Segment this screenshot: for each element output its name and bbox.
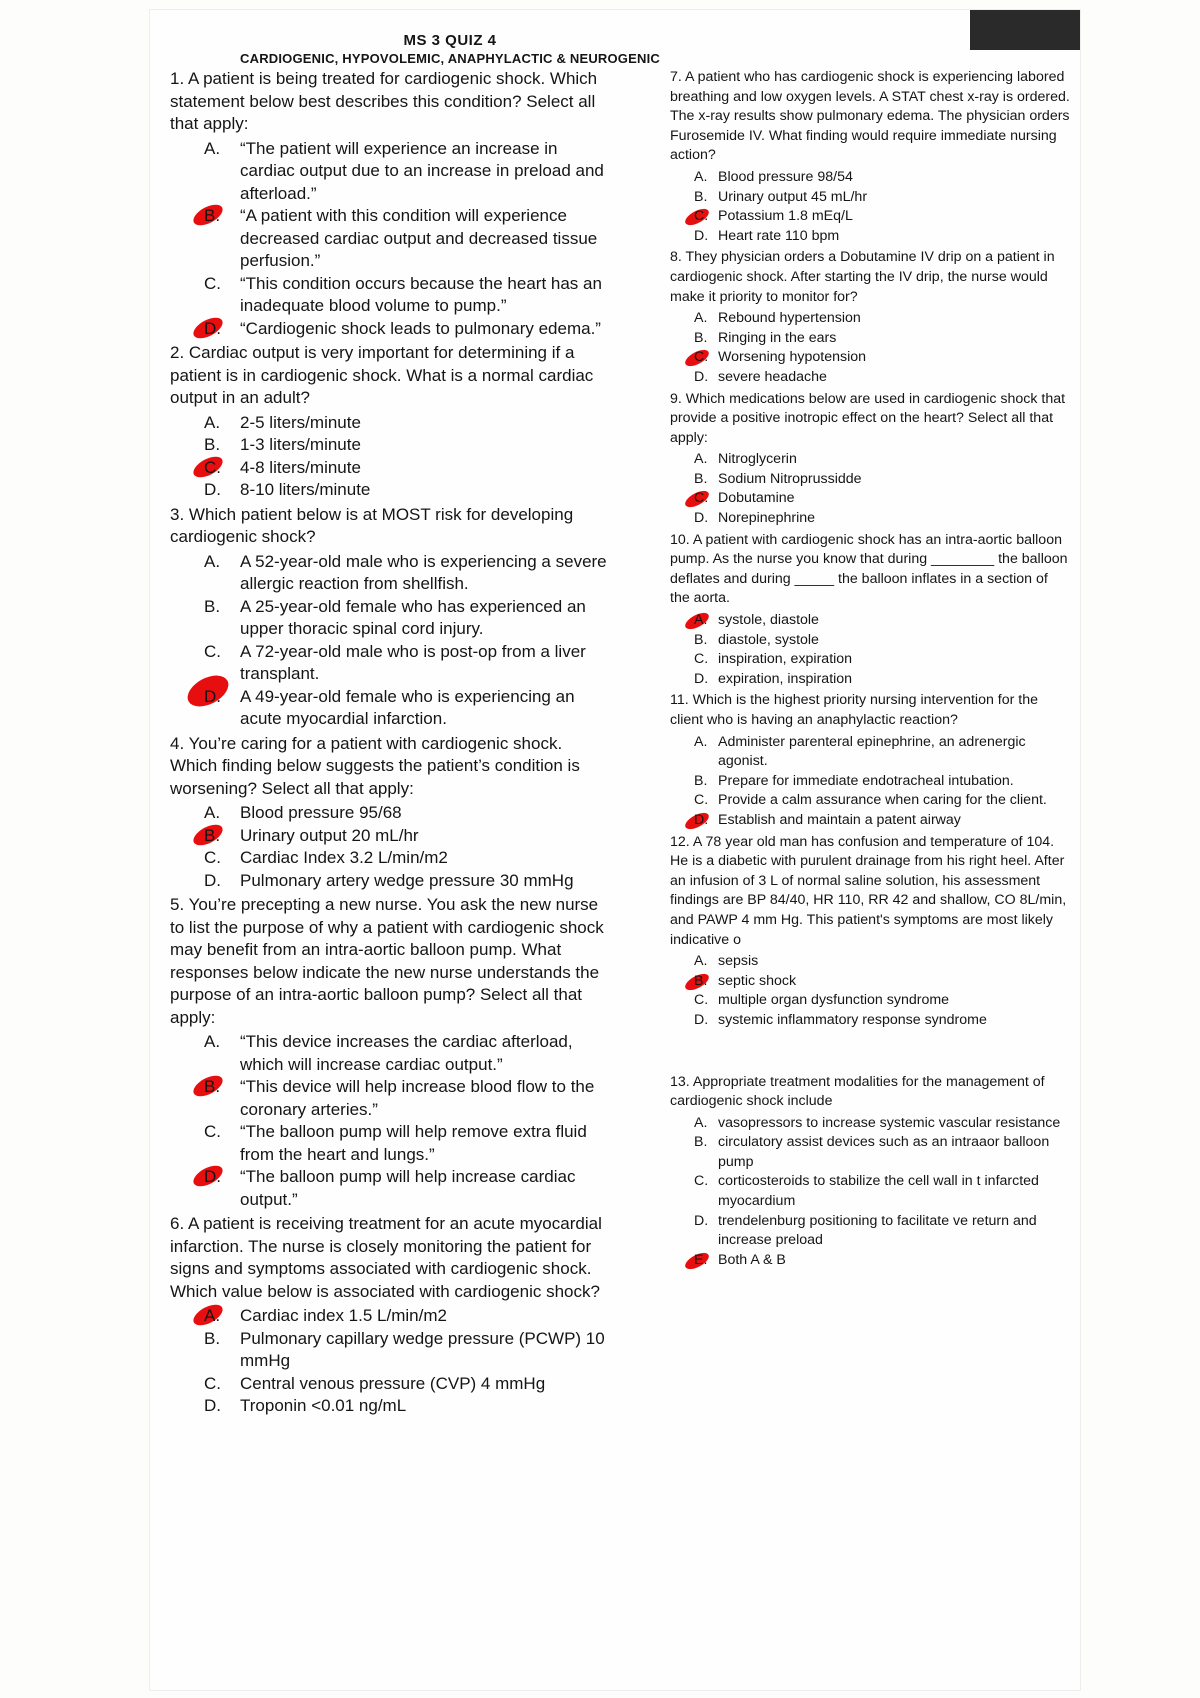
question-text: 10. A patient with cardiogenic shock has an intra-aortic balloon pump. As the nurse you know that during ________ the balloon deflates and during _____ the balloon inflates in a section of the aorta. — [670, 531, 1068, 607]
option-d: D. systemic inflammatory response syndrome — [694, 1011, 987, 1028]
quiz-page — [150, 10, 1080, 1690]
option-d: D. Pulmonary artery wedge pressure 30 mmHg — [204, 870, 574, 890]
option-b: B. A 25-year-old female who has experienced an upper thoracic spinal cord injury. — [204, 596, 586, 638]
option-c: C. Central venous pressure (CVP) 4 mmHg — [204, 1373, 546, 1393]
question-text: 9. Which medications below are used in cardiogenic shock that provide a positive inotropic effect on the heart? Select all that apply: — [670, 390, 1066, 446]
option-a: A. Nitroglycerin — [694, 451, 797, 468]
question-text: 8. They physician orders a Dobutamine IV drip on a patient in cardiogenic shock. After starting the IV drip, the nurse would make it priority to monitor for? — [670, 249, 1055, 305]
option-b: B. Pulmonary capillary wedge pressure (PCWP) 10 mmHg — [204, 1328, 605, 1370]
question-1 — [170, 68, 610, 340]
option-c: C. Cardiac Index 3.2 L/min/m2 — [204, 848, 448, 867]
question-9 — [670, 390, 1070, 529]
option-a: A. vasopressors to increase systemic vascular resistance — [694, 1114, 1061, 1131]
option-e: E. Both A & B — [694, 1251, 1070, 1271]
option-d: D. expiration, inspiration — [694, 670, 853, 687]
option-b: B. Prepare for immediate endotracheal intubation. — [694, 772, 1014, 789]
option-c: C. inspiration, expiration — [694, 651, 853, 668]
question-13 — [670, 1073, 1070, 1271]
option-d: D. Establish and maintain a patent airway — [694, 811, 1070, 831]
option-a: A. 2-5 liters/minute — [204, 412, 361, 432]
question-text: 7. A patient who has cardiogenic shock is experiencing labored breathing and low oxygen levels. A STAT chest x-ray is ordered. The x-ray results show pulmonary edema. The physician orders Furosemide IV. What finding would require immediate nursing action? — [670, 69, 1070, 164]
question-text: 6. A patient is receiving treatment for an acute myocardial infarction. The nurse is closely monitoring the patient for signs and symptoms associated with cardiogenic shock. Which value below is associated with cardiogenic shock? — [170, 1214, 602, 1301]
option-d: D. severe headache — [694, 368, 827, 385]
option-c: C. Worsening hypotension — [694, 348, 1070, 368]
option-c: C. 4-8 liters/minute — [204, 457, 610, 480]
option-c: C. A 72-year-old male who is post-op from a liver transplant. — [204, 641, 586, 683]
question-4 — [170, 733, 610, 893]
photo-edge-shadow — [970, 10, 1080, 50]
option-d: D. “Cardiogenic shock leads to pulmonary edema.” — [204, 318, 610, 341]
option-d: D. trendelenburg positioning to facilitate ve return and increase preload — [694, 1212, 1037, 1249]
quiz-subtitle: CARDIOGENIC, HYPOVOLEMIC, ANAPHYLACTIC & NEUROGENIC — [240, 51, 660, 66]
question-text: 4. You’re caring for a patient with cardiogenic shock. Which finding below suggests the patient’s condition is worsening? Select all that apply: — [170, 733, 580, 798]
option-b: B. Sodium Nitroprussidde — [694, 470, 862, 487]
question-8 — [670, 248, 1070, 387]
quiz-header — [190, 32, 710, 66]
option-d: D. Heart rate 110 bpm — [694, 227, 840, 244]
question-5 — [170, 894, 610, 1211]
option-b: B. diastole, systole — [694, 631, 819, 648]
question-11 — [670, 691, 1070, 830]
option-a: A. Administer parenteral epinephrine, an adrenergic agonist. — [694, 733, 1026, 770]
question-text: 3. Which patient below is at MOST risk for developing cardiogenic shock? — [170, 504, 574, 546]
question-12 — [670, 833, 1070, 1031]
option-a: A. A 52-year-old male who is experiencing a severe allergic reaction from shellfish. — [204, 551, 607, 593]
option-a: A. Blood pressure 95/68 — [204, 803, 402, 822]
left-column — [170, 68, 610, 1420]
question-10 — [670, 531, 1070, 690]
option-d: D. Troponin <0.01 ng/mL — [204, 1396, 407, 1415]
question-text: 12. A 78 year old man has confusion and temperature of 104. He is a diabetic with purulent drainage from his right heel. After an infusion of 3 L of normal saline solution, his assessment findings are BP 84/40, HR 110, RR 42 and shallow, CO 8L/min, and PAWP 4 mm Hg. This patient's symptoms are most likely indicative o — [670, 833, 1067, 948]
option-c: C. “This condition occurs because the heart has an inadequate blood volume to pump.” — [204, 273, 602, 315]
question-2 — [170, 342, 610, 502]
right-column — [670, 68, 1070, 1272]
option-b: B. 1-3 liters/minute — [204, 435, 361, 454]
option-a: A. Blood pressure 98/54 — [694, 168, 853, 185]
question-text: 1. A patient is being treated for cardiogenic shock. Which statement below best describes this condition? Select all that apply: — [170, 69, 598, 133]
option-c: C. Potassium 1.8 mEq/L — [694, 207, 1070, 227]
option-b: B. “This device will help increase blood flow to the coronary arteries.” — [204, 1076, 610, 1121]
quiz-title: MS 3 QUIZ 4 — [403, 32, 497, 49]
option-c: C. Provide a calm assurance when caring for the client. — [694, 792, 1047, 809]
option-a: A. “The patient will experience an increase in cardiac output due to an increase in preload and afterload.” — [204, 138, 604, 203]
option-d: D. “The balloon pump will help increase cardiac output.” — [204, 1166, 610, 1211]
option-b: B. circulatory assist devices such as an intraaor balloon pump — [694, 1134, 1050, 1170]
question-7 — [670, 68, 1070, 246]
question-6 — [170, 1213, 610, 1418]
option-a: A. “This device increases the cardiac afterload, which will increase cardiac output.” — [204, 1032, 573, 1074]
option-b: B. Urinary output 45 mL/hr — [694, 188, 868, 205]
question-text: 5. You’re precepting a new nurse. You ask the new nurse to list the purpose of why a patient with cardiogenic shock may benefit from an intra-aortic balloon pump. What responses below indicate the new nurse understands the purpose of an intra-aortic balloon pump? Select all that apply: — [170, 895, 604, 1027]
question-text: 11. Which is the highest priority nursing intervention for the client who is having an anaphylactic reaction? — [670, 692, 1039, 728]
option-b: B. Urinary output 20 mL/hr — [204, 825, 610, 848]
option-c: C. “The balloon pump will help remove extra fluid from the heart and lungs.” — [204, 1122, 587, 1164]
option-c: C. multiple organ dysfunction syndrome — [694, 992, 950, 1009]
question-3 — [170, 504, 610, 731]
option-d: D. Norepinephrine — [694, 510, 816, 527]
option-b: B. Ringing in the ears — [694, 329, 837, 346]
option-a: A. Rebound hypertension — [694, 310, 861, 327]
option-d: D. 8-10 liters/minute — [204, 480, 371, 499]
question-text: 2. Cardiac output is very important for determining if a patient is in cardiogenic shock. What is a normal cardiac output in an adult? — [170, 343, 594, 407]
option-b: B. “A patient with this condition will experience decreased cardiac output and decreased tissue perfusion.” — [204, 205, 610, 273]
option-c: C. Dobutamine — [694, 489, 1070, 509]
question-text: 13. Appropriate treatment modalities for the management of cardiogenic shock include — [670, 1073, 1045, 1110]
blank-gap — [670, 1033, 1070, 1073]
option-a: A. sepsis — [694, 953, 759, 970]
option-b: B. septic shock — [694, 972, 1070, 992]
option-d: D. A 49-year-old female who is experiencing an acute myocardial infarction. — [204, 686, 610, 731]
option-a: A. Cardiac index 1.5 L/min/m2 — [204, 1305, 610, 1328]
option-c: C. corticosteroids to stabilize the cell wall in t infarcted myocardium — [694, 1173, 1039, 1210]
option-a: A. systole, diastole — [694, 611, 1070, 631]
